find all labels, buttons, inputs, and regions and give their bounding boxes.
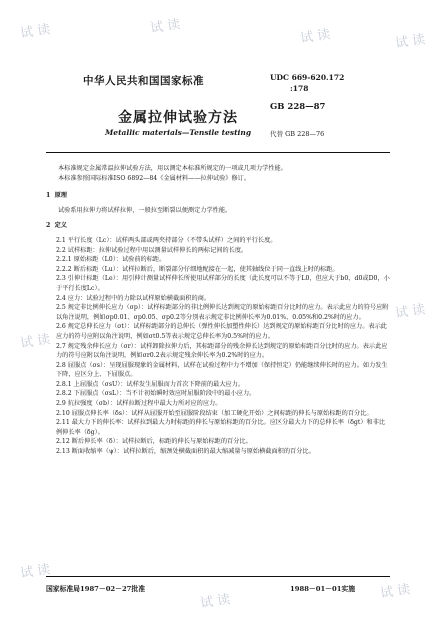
standard-name: 中华人民共和国国家标准 [83,75,204,87]
definition-item: 2.4 应力：试验过程中的力除以试样原始横截面积的商。 [56,294,211,302]
watermark-mark: 试读 [19,21,56,42]
definition-item: 2.12 断后伸长率（δ）：试样拉断后，标距的伸长与原始标距的百分比。 [56,438,252,446]
approval-date: 国家标准局1987－02－27批准 [46,585,146,593]
definition-item: 2.10 屈服点伸长率（δs）：试样从屈服开始至屈服阶段结束（加工硬化开始）之间标距的伸长与原始标距的百分比。 [56,409,373,417]
footer-divider [46,576,390,577]
intro-paragraph: 本标准参照国际标准ISO 6892—84《金属材料——拉伸试验》修订。 [58,174,251,182]
gb-number: GB 228—87 [270,102,326,112]
definition-item: 2.2 试样标距：拉伸试验过程中用以测量试样伸长的两标记间的长度。 [56,246,248,254]
definition-item: 2.11 最大力下的伸长率：试样拉到最大力时标距的伸长与原始标距的百分比。应区分最大力下的总伸长率（δgt）和非比例伸长率（δg）。 [56,419,386,436]
section-number: 1 [46,192,51,200]
watermark-mark: 试读 [379,581,416,602]
watermark-mark: 试读 [19,561,56,582]
section-title: 原理 [54,192,67,200]
section-heading [46,191,390,201]
definition-item: 2.3 引伸计标距（Le）：用引伸计测量试样伸长所使用试样部分的长度（此长度可以不等于L0，但应大于b0、d0或D0，小于平行长度Lc）。 [56,275,390,292]
intro-paragraph: 本标准规定金属常温拉伸试验方法，用以测定本标准所规定的一项或几项力学性能。 [58,165,287,172]
definition-item: 2.8.1 上屈服点（σsU）：试样发生屈服而力首次下降前的最大应力。 [56,380,245,388]
definition-item: 2.13 断面收缩率（ψ）：试样拉断后，缩颈处横截面积的最大缩减量与原始横截面积的百分比。 [56,448,315,456]
replaces-note: 代替 GB 228—76 [270,130,325,138]
definition-item: 2.7 规定残余伸长应力（σr）：试样卸除拉伸力后，其标距部分的残余伸长达到规定的原始标距百分比时的应力。表示此应力的符号应附以角注说明，例如σr0.2表示规定残余伸长率为0.2%时的应力。 [56,342,388,360]
definition-item: 2.8.2 下屈服点（σsL）：当不计初始瞬时效应时屈服阶段中的最小应力。 [56,390,256,398]
section-title: 定义 [54,222,67,230]
watermark-mark: 试读 [199,591,236,612]
definition-item: 2.2.2 断后标距（Lu）：试样拉断后，断裂部分仔细地配接在一起，使其轴线位于同一直线上时的标距。 [56,265,339,273]
effective-date: 1988－01－01实施 [290,585,356,593]
section-number: 2 [46,222,51,230]
udc-subcode: :178 [290,84,309,93]
document-title-english: Metallic materials—Tensile testing [105,128,252,137]
watermark-mark: 试读 [394,31,431,52]
definition-item: 2.6 规定总伸长应力（σt）：试样标距部分的总伸长（弹性伸长加塑性伸长）达到规定的原始标距百分比时的应力。表示此应力的符号应附以角注说明，例如σt0.5等表示规定总伸长率为0.5%时的应力。 [56,323,387,340]
header-divider [46,152,390,153]
watermark-mark: 试读 [394,301,431,322]
watermark-mark: 试读 [299,26,336,47]
document-title: 金属拉伸试验方法 [118,110,238,126]
definition-item: 2.9 抗拉强度（σb）：试样拉断过程中最大力所对应的应力。 [56,400,222,408]
document-body [46,164,390,457]
watermark-mark: 试读 [149,16,186,37]
section-heading [46,221,390,231]
definition-item: 2.1 平行长度（Lc）：试样两头部或两夹持部分（不带头试样）之间的平行长度。 [56,236,277,244]
principle-paragraph: 试验系用拉伸力将试样拉伸，一般拉至断裂以便测定力学性能。 [58,206,232,214]
udc-code: UDC 669-620.172 [270,73,345,82]
definition-item: 2.8 屈服点（σs）：呈现屈服现象的金属材料，试样在试验过程中力不增加（保持恒定）仍能继续伸长时的应力。如力发生下降，应区分上、下屈服点。 [56,361,388,379]
definition-item: 2.5 规定非比例伸长应力（σp）：试样标距部分的非比例伸长达到规定的原始标距百分比时的应力。表示此应力的符号应附以角注说明，例如σp0.01、σp0.05、σp0.2等分别表示规定非比例伸长率为0.01%、0.05%和0.2%时的应力。 [56,304,389,321]
watermark-mark: 试读 [19,331,56,352]
definition-item: 2.2.1 原始标距（L0）：试验前的标距。 [56,256,166,264]
